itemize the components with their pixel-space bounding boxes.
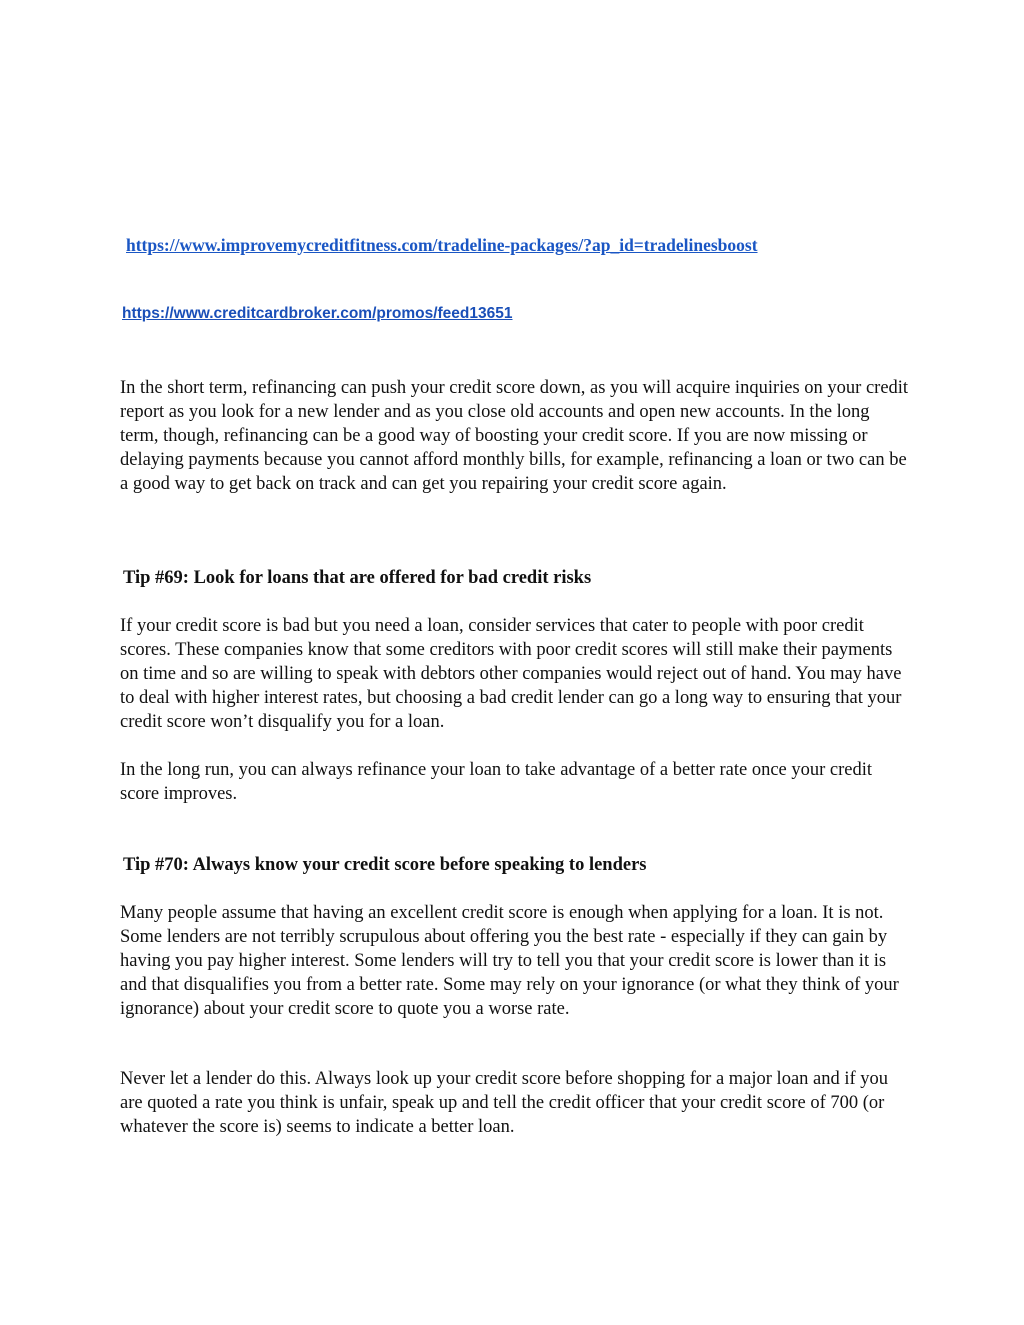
refinancing-paragraph: In the short term, refinancing can push your credit score down, as you will acquire inquiries on your credit report as you look for a new lender and as you close old accounts and open new accounts. In the long term, though, refinancing can be a good way of boosting your credit score. If you are now missing or delaying payments because you cannot afford monthly bills, for example, refinancing a loan or two can be a good way to get back on track and can get you repairing your credit score again.: [120, 378, 909, 494]
tradeline-packages-link[interactable]: https://www.improvemycreditfitness.com/tradeline-packages/?ap_id=tradelinesboost: [126, 235, 758, 255]
tip-69-heading: Tip #69: Look for loans that are offered for bad credit risks: [123, 568, 592, 588]
long-run-paragraph: In the long run, you can always refinance your loan to take advantage of a better rate once your credit score improves.: [120, 760, 873, 804]
bad-credit-services-paragraph: If your credit score is bad but you need a loan, consider services that cater to people with poor credit scores. These companies know that some creditors with poor credit scores will still make their payments on time and so are willing to speak with debtors other companies would reject out of hand. You may have to deal with higher interest rates, but choosing a bad credit lender can go a long way to ensuring that your credit score won’t disqualify you for a loan.: [120, 616, 902, 732]
tip-70-heading: Tip #70: Always know your credit score before speaking to lenders: [123, 855, 647, 875]
never-let-lender-paragraph: Never let a lender do this. Always look up your credit score before shopping for a major loan and if you are quoted a rate you think is unfair, speak up and tell the credit officer that your credit score of 700 (or whatever the score is) seems to indicate a better loan.: [120, 1069, 889, 1137]
assume-excellent-paragraph: Many people assume that having an excellent credit score is enough when applying for a loan. It is not. Some lenders are not terribly scrupulous about offering you the best rate - especially if they can gain by having you pay higher interest. Some lenders will try to tell you that your credit score is lower than it is and that disqualifies you from a better rate. Some may rely on your ignorance (or what they think of your ignorance) about your credit score to quote you a worse rate.: [120, 903, 899, 1019]
credit-card-broker-link[interactable]: https://www.creditcardbroker.com/promos/feed13651: [122, 305, 513, 322]
